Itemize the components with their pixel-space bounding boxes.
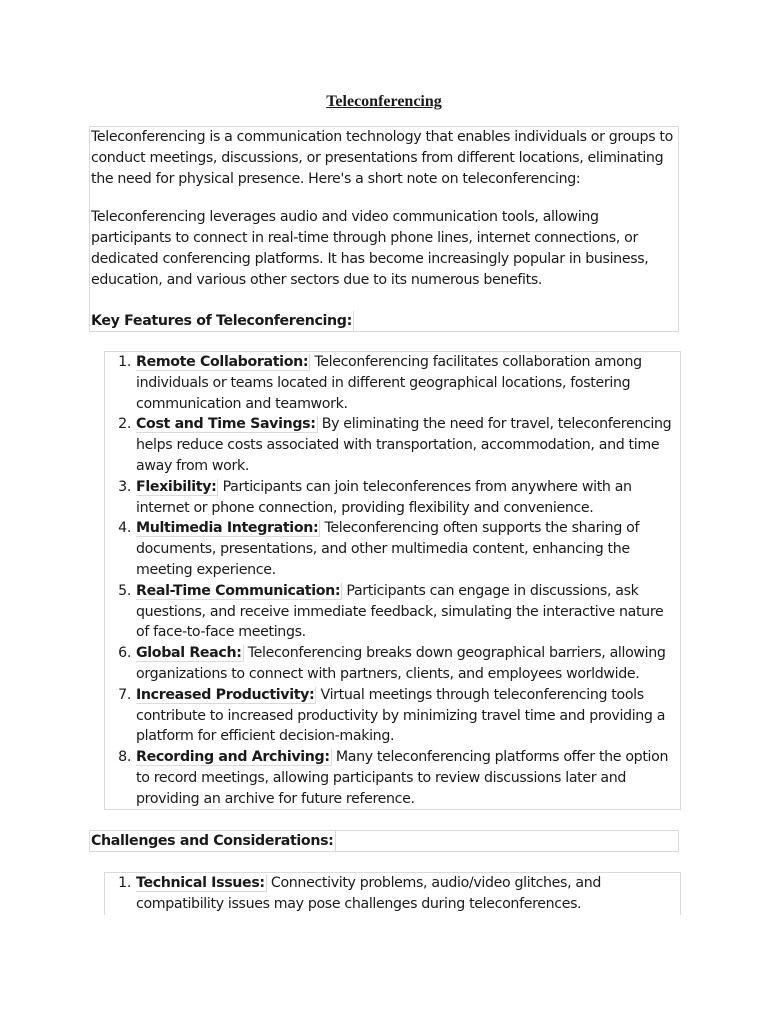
list-item-term: Recording and Archiving: xyxy=(136,749,330,766)
challenges-heading-row xyxy=(90,831,678,852)
list-item-term: Remote Collaboration: xyxy=(136,354,309,370)
list-item-number: 4. xyxy=(118,520,131,537)
list-item-text: Teleconferencing facilitates collaboration among individuals or teams located in different geographical locations, fostering communication and teamwork. xyxy=(136,354,642,412)
list-item-text: Participants can join teleconferences from anywhere with an internet or phone connection, providing flexibility and convenience. xyxy=(136,478,632,516)
list-item-number: 8. xyxy=(118,749,131,766)
list-item-term: Multimedia Integration: xyxy=(136,520,319,537)
list-item-text: Virtual meetings through teleconferencing tools contribute to increased productivity by minimizing travel time and providing a platform for efficient decision-making. xyxy=(136,686,666,745)
features-list-block xyxy=(104,351,681,810)
list-item-text: Many teleconferencing platforms offer the option to record meetings, allowing participants to review discussions later and providing an archive for future reference. xyxy=(136,749,669,807)
list-item xyxy=(105,685,680,747)
list-item-text: Teleconferencing often supports the sharing of documents, presentations, and other multimedia content, enhancing the meeting experience. xyxy=(136,520,640,578)
list-item xyxy=(105,643,680,685)
features-heading-row xyxy=(90,311,678,332)
document-title: Teleconferencing xyxy=(326,93,442,110)
challenges-heading-block xyxy=(89,830,679,852)
list-item-text: Teleconferencing breaks down geographical barriers, allowing organizations to connect with partners, clients, and employees worldwide. xyxy=(136,645,666,682)
intro-paragraph-2: Teleconferencing leverages audio and video communication tools, allowing participants to connect in real-time through phone lines, internet connections, or dedicated conferencing platforms. It has become increasingly popular in business, education, and various other sectors due to its numerous benefits. xyxy=(91,209,649,288)
list-item-term: Increased Productivity: xyxy=(136,686,315,703)
list-item xyxy=(105,873,680,915)
list-item-number: 6. xyxy=(118,645,131,662)
list-item-number: 1. xyxy=(118,354,131,370)
list-item-number: 1. xyxy=(118,875,131,891)
intro-paragraph-1: Teleconferencing is a communication technology that enables individuals or groups to conduct meetings, discussions, or presentations from different locations, eliminating the need for physical presence. Here's a short note on teleconferencing: xyxy=(91,129,673,187)
list-item xyxy=(105,747,680,809)
list-item-term: Technical Issues: xyxy=(136,875,265,891)
list-item-term: Flexibility: xyxy=(136,478,217,495)
features-list xyxy=(105,352,680,810)
list-item-number: 3. xyxy=(118,478,131,495)
list-item-number: 5. xyxy=(118,582,131,599)
list-item xyxy=(105,581,680,643)
list-item-text: Connectivity problems, audio/video glitches, and compatibility issues may pose challenges during teleconferences. xyxy=(136,875,602,912)
features-heading: Key Features of Teleconferencing: xyxy=(90,311,354,332)
challenges-heading: Challenges and Considerations: xyxy=(90,831,336,852)
intro-block xyxy=(89,126,679,332)
list-item-number: 7. xyxy=(118,686,131,703)
list-item xyxy=(105,352,680,414)
challenges-list-block xyxy=(104,872,681,915)
list-item-text: Participants can engage in discussions, ask questions, and receive immediate feedback, simulating the interactive nature of face-to-face meetings. xyxy=(136,582,664,641)
list-item-number: 2. xyxy=(118,416,131,433)
list-item-term: Real-Time Communication: xyxy=(136,582,341,599)
list-item-term: Global Reach: xyxy=(136,645,242,662)
list-item xyxy=(105,518,680,580)
challenges-list xyxy=(105,873,680,915)
list-item-text: By eliminating the need for travel, teleconferencing helps reduce costs associated with transportation, accommodation, and time away from work. xyxy=(136,416,672,474)
list-item xyxy=(105,414,680,476)
list-item-term: Cost and Time Savings: xyxy=(136,416,316,433)
list-item xyxy=(105,477,680,519)
